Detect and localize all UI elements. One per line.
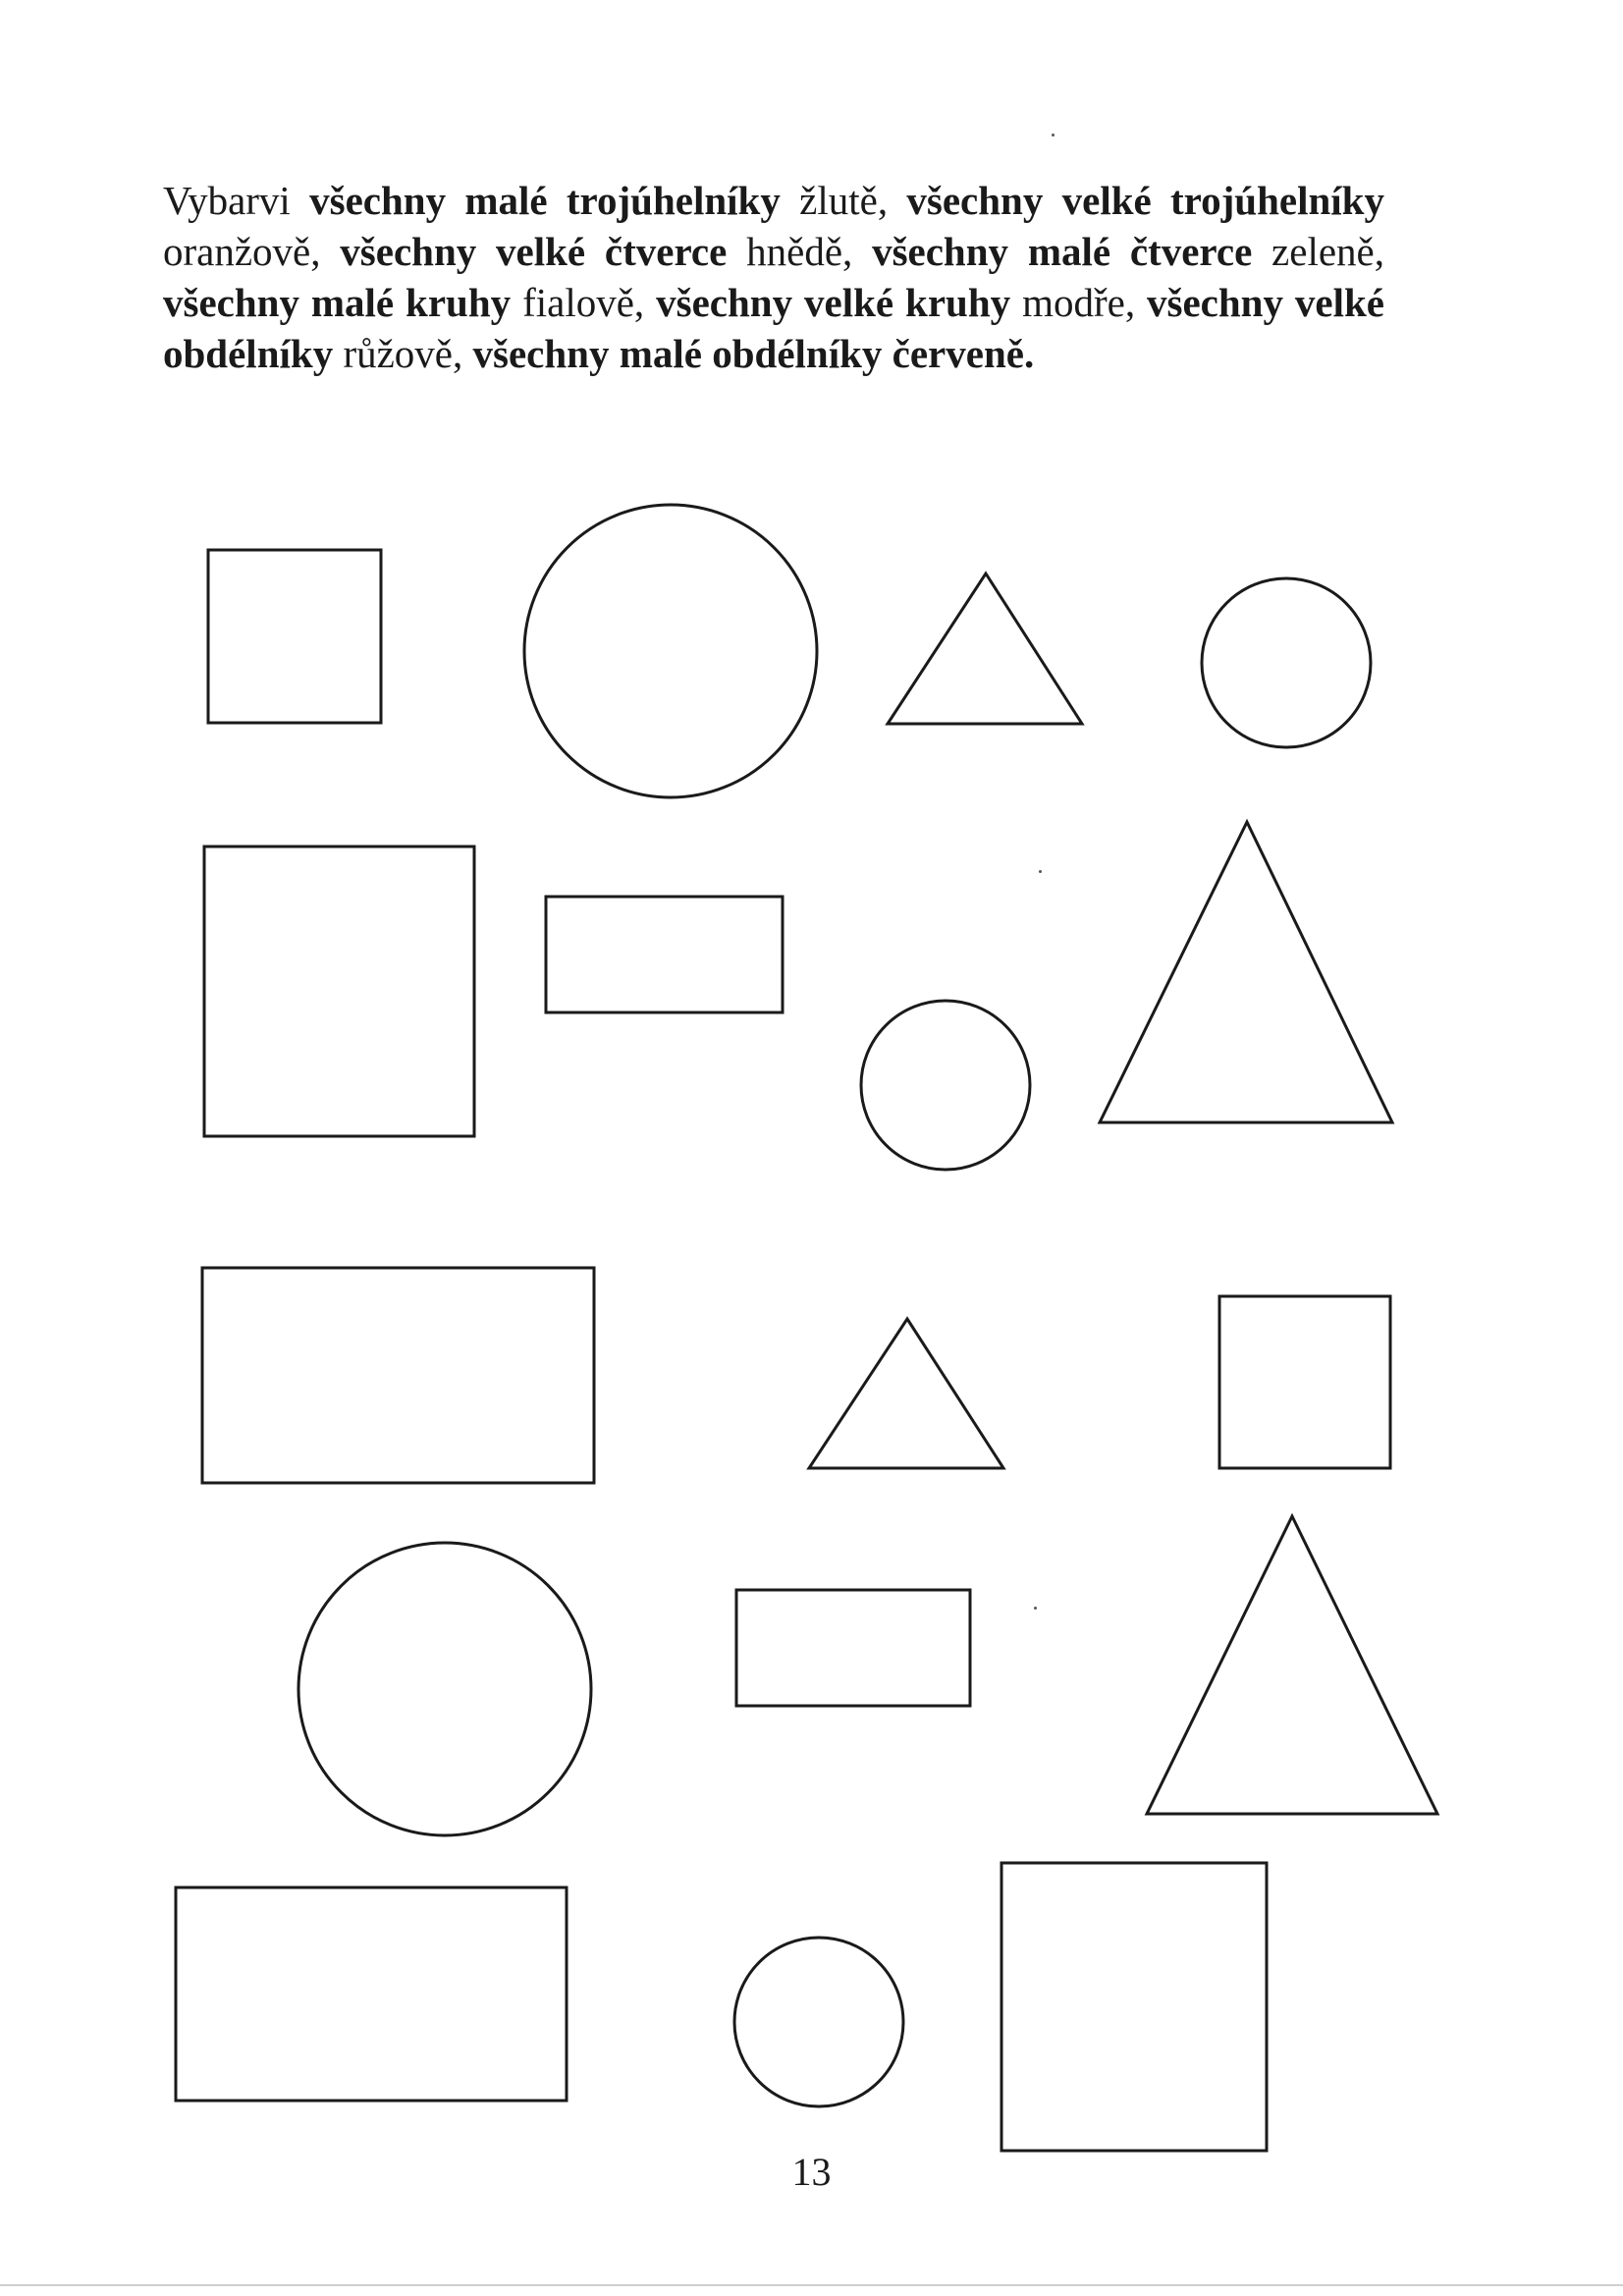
instruction-run-bold: všechny velké obdélníky [163,280,1384,376]
instruction-run: růžově, [333,331,473,376]
instruction-run-bold: všechny velké kruhy [656,280,1011,325]
instruction-run: oranžově, [163,229,341,274]
instruction-run: modře, [1010,280,1147,325]
small-square-shape[interactable] [1219,1296,1390,1468]
scan-speck [1034,1607,1037,1610]
large-square-shape[interactable] [204,847,474,1136]
instruction-run-bold: všechny malé kruhy [163,280,512,325]
large-circle-shape[interactable] [524,505,817,797]
instruction-run: Vybarvi [163,178,310,223]
small-square-shape[interactable] [208,550,381,723]
scan-speck [1052,134,1055,137]
scan-speck [1039,870,1042,873]
instruction-run-bold: všechny malé obdélníky [472,331,883,376]
large-square-shape[interactable] [1001,1863,1267,2151]
small-rectangle-shape[interactable] [736,1590,970,1706]
small-circle-shape[interactable] [1202,578,1371,747]
instruction-run-bold: všechny malé trojúhelníky [309,178,781,223]
small-rectangle-shape[interactable] [546,897,783,1012]
large-circle-shape[interactable] [298,1543,591,1835]
instruction-run: fialově, [511,280,657,325]
small-circle-shape[interactable] [734,1938,903,2106]
instruction-run: hnědě, [727,229,873,274]
small-triangle-shape[interactable] [809,1319,1003,1468]
instruction-run-bold: všechny velké trojúhelníky [906,178,1384,223]
instruction-run-bold: červeně. [882,331,1035,376]
small-triangle-shape[interactable] [888,574,1082,724]
large-triangle-shape[interactable] [1147,1516,1437,1814]
small-circle-shape[interactable] [861,1001,1030,1170]
instruction-run: zeleně, [1252,229,1384,274]
large-rectangle-shape[interactable] [176,1887,567,2101]
instruction-run-bold: všechny velké čtverce [340,229,728,274]
large-triangle-shape[interactable] [1100,822,1392,1122]
large-rectangle-shape[interactable] [202,1268,594,1483]
scan-bottom-edge [0,2284,1623,2286]
page-number: 13 [791,2150,832,2194]
instruction-run-bold: všechny malé čtverce [872,229,1253,274]
instruction-run: žlutě, [780,178,907,223]
